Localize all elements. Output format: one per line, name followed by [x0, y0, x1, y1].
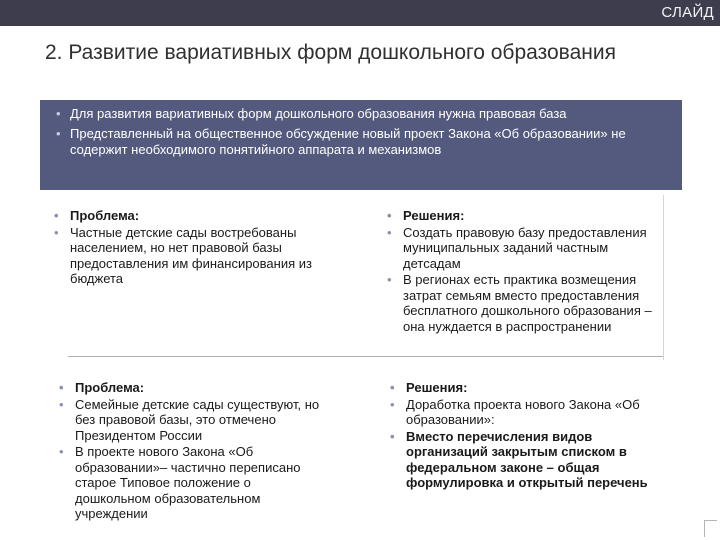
solution-item: • Создать правовую базу предоставления муниципальных заданий частным детсадам: [385, 225, 665, 272]
solution-item: • Доработка проекта нового Закона «Об образовании»:: [388, 397, 668, 428]
top-bar: [0, 0, 720, 26]
column-guide: [663, 195, 664, 360]
slide-title: 2. Развитие вариативных форм дошкольного образования: [45, 41, 616, 64]
solution-heading: • Решения:: [388, 380, 668, 396]
section-divider: [68, 356, 663, 357]
problem-item: • Частные детские сады востребованы населением, но нет правовой базы предоставления им финансирования из бюджета: [52, 225, 342, 287]
block2-solution: [388, 380, 668, 492]
slide-label: СЛАЙД: [661, 4, 714, 21]
problem-heading: • Проблема:: [52, 208, 342, 224]
block1-solution: [385, 208, 665, 335]
problem-heading: • Проблема:: [57, 380, 325, 396]
block2-problem: [57, 380, 325, 523]
intro-band: [40, 100, 682, 190]
solution-heading: • Решения:: [385, 208, 665, 224]
problem-item: • Семейные детские сады существуют, но без правовой базы, это отмечено Президентом России: [57, 397, 325, 444]
block1-problem: [52, 208, 342, 288]
corner-frame: [704, 520, 717, 537]
problem-item: • В проекте нового Закона «Об образовании»– частично переписано старое Типовое положение о дошкольном образовательном учреждении: [57, 444, 325, 522]
solution-item: • В регионах есть практика возмещения затрат семьям вместо предоставления бесплатного дошкольного образования – она нуждается в распространении: [385, 272, 665, 334]
intro-bullet: • Представленный на общественное обсуждение новый проект Закона «Об образовании» не содержит необходимого понятийного аппарата и механизмов: [56, 126, 668, 158]
solution-item: • Вместо перечисления видов организаций закрытым списком в федеральном законе – общая формулировка и открытый перечень: [388, 429, 668, 491]
intro-bullet: • Для развития вариативных форм дошкольного образования нужна правовая база: [56, 106, 668, 122]
